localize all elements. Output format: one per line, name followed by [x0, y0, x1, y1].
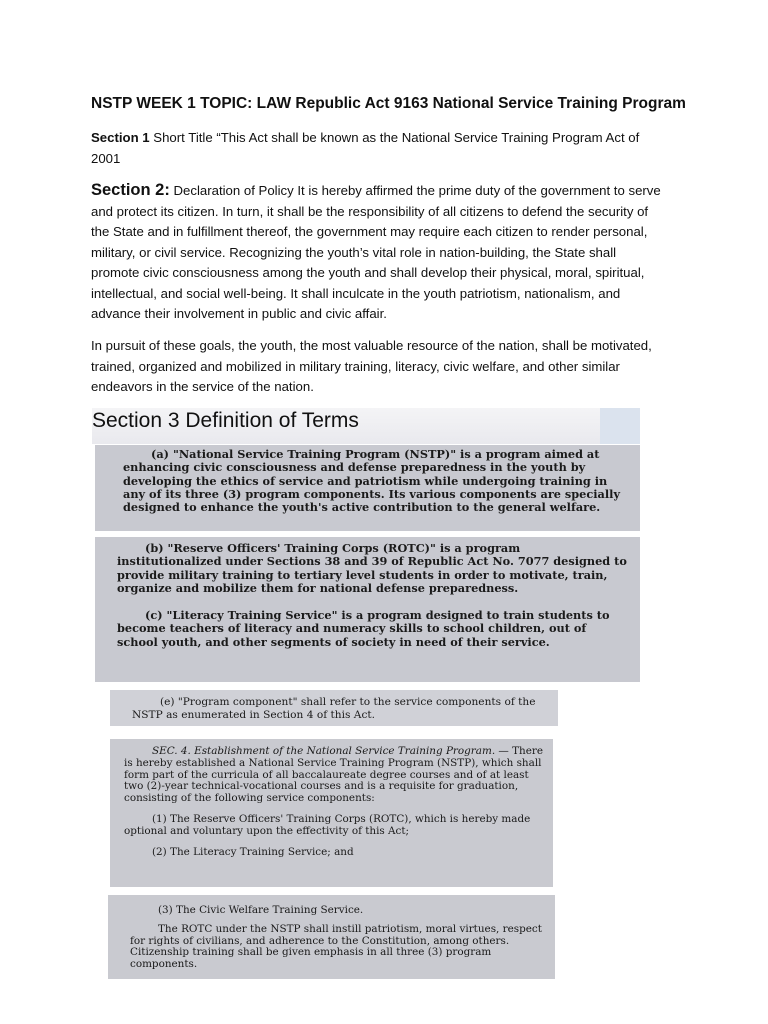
term-b-text: (b) "Reserve Officers' Training Corps (ROTC)" is a program institutionalized under Sections 38 and 39 of Republic Act No. 7077 designed to provide military training to tertiary level students in order to motivate, train, organize and mobilize them for national defense preparedness.	[117, 541, 627, 595]
section-2-label: Section 2:	[91, 181, 170, 199]
heading-shade	[600, 408, 640, 444]
section-1-paragraph	[91, 128, 661, 169]
scan-section-4	[110, 739, 553, 887]
section-3-heading-image	[92, 408, 640, 444]
scan-term-a	[95, 445, 640, 531]
section-4-item-1: (1) The Reserve Officers' Training Corps (ROTC), which is hereby made optional and voluntary upon the effectivity of this Act;	[124, 812, 531, 837]
section-4-paragraph	[124, 746, 543, 805]
term-a-text: (a) "National Service Training Program (NSTP)" is a program aimed at enhancing civic consciousness and defense preparedness in the youth by developing the ethics of service and patriotism while undergoing training in any of its three (3) program components. Its various components are specially designed to enhance the youth's active contribution to the general welfare.	[123, 447, 621, 515]
section-1-label: Section 1	[91, 130, 150, 145]
section-4-closing: The ROTC under the NSTP shall instill patriotism, moral virtues, respect for rights of civilians, and adherence to the Constitution, among others. Citizenship training shall be given emphasis in all three (3) program components.	[130, 922, 542, 971]
section-3-heading: Section 3 Definition of Terms	[92, 409, 359, 432]
section-4-item-3: (3) The Civic Welfare Training Service.	[158, 904, 364, 916]
document-title: NSTP WEEK 1 TOPIC: LAW Republic Act 9163 National Service Training Program	[91, 95, 686, 112]
section-4-lead: SEC. 4. Establishment of the National Service Training Program.	[152, 745, 496, 757]
section-1-text: Short Title “This Act shall be known as the National Service Training Program Act of 2001	[91, 130, 640, 166]
section-2-text: Declaration of Policy It is hereby affirmed the prime duty of the government to serve and protect its citizen. In turn, it shall be the responsibility of all citizens to defend the security of the State and in fulfillment thereof, the government may require each citizen to render personal, military, or civil service. Recognizing the youth’s vital role in nation-building, the State shall promote civic consciousness among the youth and shall develop their physical, moral, spiritual, intellectual, and social well-being. It shall inculcate in the youth patriotism, nationalism, and advance their involvement in public and civic affair.	[91, 183, 661, 321]
section-4-text: — There is hereby established a National Service Training Program (NSTP), which shall form part of the curricula of all baccalaureate degree courses and of at least two (2)-year technical-vocational courses and is a requisite for graduation, consisting of the following service components:	[124, 745, 544, 805]
goals-paragraph: In pursuit of these goals, the youth, the most valuable resource of the nation, shall be motivated, trained, organized and mobilized in military training, literacy, civic welfare, and other similar endeavors in the service of the nation.	[91, 338, 652, 394]
section-2-paragraph	[91, 180, 661, 325]
term-e-text: (e) "Program component" shall refer to the service components of the NSTP as enumerated in Section 4 of this Act.	[132, 696, 536, 721]
term-c-text: (c) "Literacy Training Service" is a program designed to train students to become teachers of literacy and numeracy skills to school children, out of school youth, and other segments of society in need of their service.	[117, 608, 610, 649]
section-4-item-2: (2) The Literacy Training Service; and	[152, 845, 354, 858]
scan-term-e	[110, 690, 558, 726]
scan-section-4-continued	[108, 895, 555, 979]
scan-terms-b-c	[95, 537, 640, 682]
